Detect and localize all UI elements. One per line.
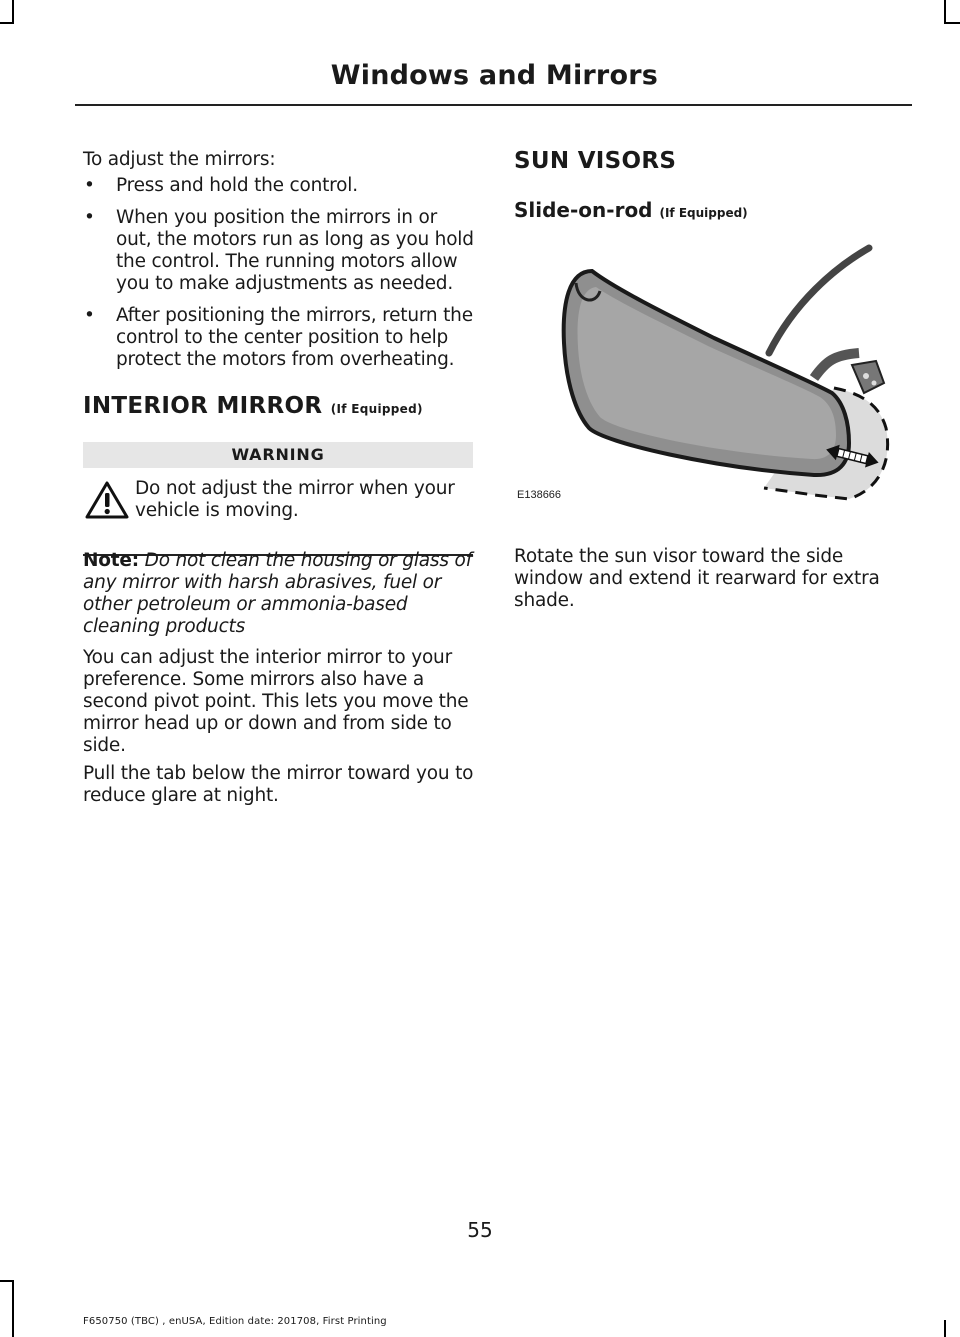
crop-mark: [12, 1280, 14, 1337]
qualifier: (If Equipped): [330, 402, 423, 416]
paragraph: Pull the tab below the mirror toward you to reduce glare at night.: [83, 763, 474, 806]
list-item: • Press and hold the control.: [84, 175, 358, 196]
crop-mark: [944, 1320, 946, 1337]
crop-mark: [12, 0, 14, 24]
paragraph: You can adjust the interior mirror to your preference. Some mirrors also have a second pivot point. This lets you move the mirror head up or down and from side to side.: [83, 647, 469, 756]
list-item: • After positioning the mirrors, return the control to the center position to help protect the motors from overheating.: [84, 305, 473, 370]
figure-code: E138666: [517, 489, 562, 501]
bullet-icon: •: [84, 207, 95, 228]
crop-mark: [0, 1280, 14, 1282]
paragraph: Rotate the sun visor toward the side window and extend it rearward for extra shade.: [514, 546, 880, 611]
sub-heading-slide-on-rod: Slide-on-rod (If Equipped): [514, 198, 748, 222]
section-heading-sun-visors: SUN VISORS: [514, 148, 677, 174]
note-label: Note:: [83, 550, 139, 571]
page-title: Windows and Mirrors: [330, 60, 658, 91]
warning-box: [83, 442, 473, 556]
qualifier: (If Equipped): [659, 206, 748, 220]
list-item: • When you position the mirrors in or out, the motors run as long as you hold the control. The running motors allow you to make adjustments as needed.: [84, 207, 474, 294]
warning-text: Do not adjust the mirror when your vehicle is moving.: [135, 478, 455, 521]
intro-text: To adjust the mirrors:: [83, 149, 276, 170]
page-number: 55: [467, 1218, 493, 1242]
sun-visor-image: [514, 243, 899, 508]
crop-mark: [944, 0, 946, 24]
section-heading-interior-mirror: INTERIOR MIRROR (If Equipped): [83, 393, 423, 419]
bullet-list: [83, 175, 475, 381]
warning-heading: WARNING: [83, 442, 473, 468]
warning-triangle-icon: [85, 480, 129, 520]
bullet-icon: •: [84, 305, 95, 326]
crop-mark: [0, 22, 14, 24]
bullet-icon: •: [84, 175, 95, 196]
footer-text: F650750 (TBC) , enUSA, Edition date: 201708, First Printing: [83, 1316, 387, 1327]
sun-visor-illustration: [514, 243, 899, 508]
crop-mark: [944, 22, 960, 24]
header-rule: [75, 104, 912, 106]
note-text: Do not clean the housing or glass of any mirror with harsh abrasives, fuel or other petroleum or ammonia-based cleaning products: [83, 550, 472, 637]
note: [83, 550, 475, 638]
